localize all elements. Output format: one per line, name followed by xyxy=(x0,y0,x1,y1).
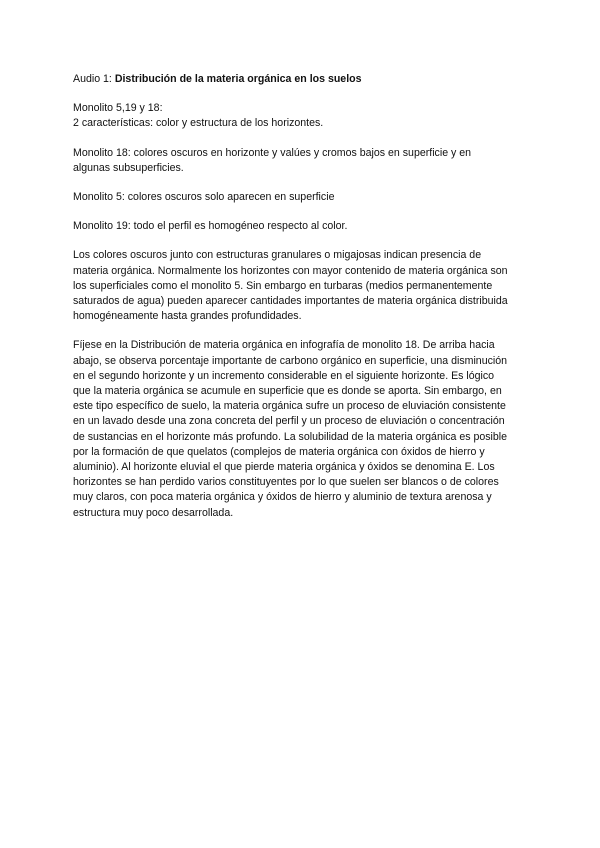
paragraph-line: saturados de agua) pueden aparecer cantidades importantes de materia orgánica distribuida xyxy=(73,295,508,308)
paragraph-line: los superficiales como el monolito 5. Sin embargo en turbaras (medios permanentemente xyxy=(73,279,493,292)
paragraph-line: por la formación de que quelatos (complejos de materia orgánica con óxidos de hierro y xyxy=(73,445,485,458)
paragraph-line: Monolito 18: colores oscuros en horizonte y valúes y cromos bajos en superficie y en xyxy=(73,146,472,159)
paragraph-line: este tipo específico de suelo, la materia orgánica sufre un proceso de eluviación consistente xyxy=(73,400,506,413)
paragraph-line: Los colores oscuros junto con estructuras granulares o migajosas indican presencia de xyxy=(73,249,482,262)
title-prefix: Audio 1: xyxy=(73,73,115,85)
paragraph xyxy=(73,338,533,520)
paragraph-line: horizontes se han perdido varios constituyentes por lo que suelen ser blancos o de colores xyxy=(73,476,499,489)
paragraph xyxy=(73,146,533,176)
paragraph-line: homogéneamente hasta grandes profundidades. xyxy=(73,310,302,323)
paragraph xyxy=(73,219,533,234)
paragraph-line: Fíjese en la Distribución de materia orgánica en infografía de monolito 18. De arriba hacia xyxy=(73,339,495,352)
document-body xyxy=(73,101,533,521)
paragraph-line: de sustancias en el horizonte más profundo. La solubilidad de la materia orgánica es posible xyxy=(73,430,508,443)
document-title xyxy=(73,72,533,87)
paragraph xyxy=(73,248,533,324)
paragraph-line: Monolito 5: colores oscuros solo aparecen en superficie xyxy=(73,191,335,204)
paragraph xyxy=(73,101,533,131)
paragraph-line: estructura muy poco desarrollada. xyxy=(73,506,234,519)
paragraph-line: algunas subsuperficies. xyxy=(73,161,184,174)
paragraph-line: muy claros, con poca materia orgánica y óxidos de hierro y aluminio de textura arenosa y xyxy=(73,491,492,504)
paragraph-line: materia orgánica. Normalmente los horizontes con mayor contenido de materia orgánica son xyxy=(73,264,508,277)
paragraph-line: 2 características: color y estructura de los horizontes. xyxy=(73,117,324,130)
paragraph-line: que la materia orgánica se acumule en superficie que es donde se aporta. Sin embargo, en xyxy=(73,385,502,398)
paragraph-line: aluminio). Al horizonte eluvial el que pierde materia orgánica y óxidos se denomina E. Los xyxy=(73,461,495,474)
paragraph-line: abajo, se observa porcentaje importante de carbono orgánico en superficie, una disminución xyxy=(73,354,508,367)
paragraph-line: en un lavado desde una zona concreta del perfil y un proceso de eluviación o concentración xyxy=(73,415,505,428)
title-bold-text: Distribución de la materia orgánica en los suelos xyxy=(114,73,362,85)
document-page xyxy=(73,72,533,535)
paragraph-line: en el segundo horizonte y un incremento considerable en el siguiente horizonte. Es lógico xyxy=(73,369,495,382)
paragraph-line: Monolito 5,19 y 18: xyxy=(73,102,163,115)
paragraph-line: Monolito 19: todo el perfil es homogéneo respecto al color. xyxy=(73,220,348,233)
paragraph xyxy=(73,190,533,205)
